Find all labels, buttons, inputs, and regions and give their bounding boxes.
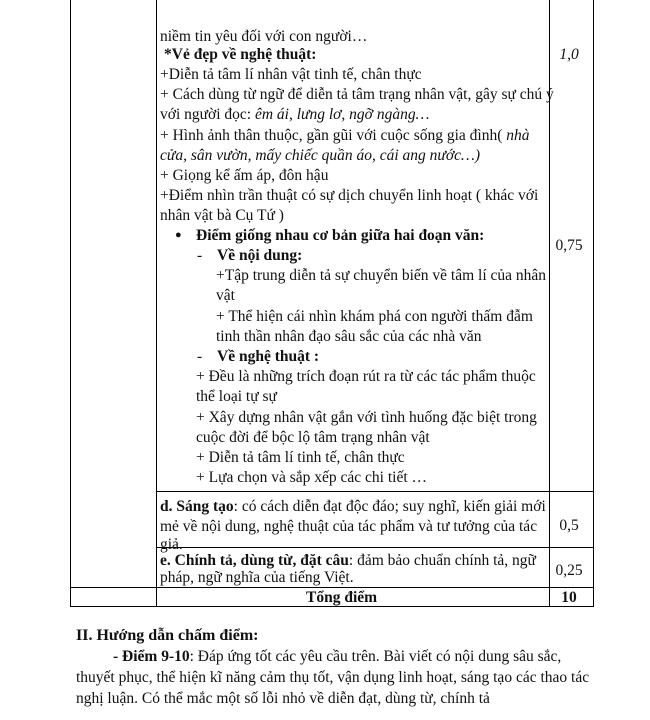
criteria-text-plain: với người đọc: — [160, 106, 255, 123]
score-spelling: 0,25 — [555, 562, 583, 579]
criteria-text: + Lựa chọn và sắp xếp các chi tiết … — [196, 469, 428, 486]
criteria-text: thể loại tự sự — [196, 388, 277, 405]
criteria-text: niềm tin yêu đối với con người… — [160, 28, 368, 45]
criteria-text: +Diễn tả tâm lí nhân vật tinh tế, chân thực — [160, 66, 422, 83]
criteria-text — [160, 105, 429, 125]
content-subheading: Về nội dung: — [217, 247, 303, 264]
criteria-text: + Giọng kể ấm áp, đôn hậu — [160, 167, 329, 184]
guide-heading: II. Hướng dẫn chấm điểm: — [76, 627, 259, 644]
guide-text: : Đáp ứng tốt các yêu cầu trên. Bài viết có nội dung sâu sắc, — [189, 648, 562, 665]
total-label: Tổng điểm — [306, 589, 378, 606]
score-similar: 0,75 — [555, 237, 583, 254]
table-column-divider — [156, 0, 157, 607]
criteria-text: + Xây dựng nhân vật gắn với tình huống đặc biệt trong — [196, 409, 537, 426]
criteria-text: + Đều là những trích đoạn rút ra từ các tác phẩm thuộc — [196, 368, 536, 385]
dash-icon: - — [197, 348, 203, 365]
criteria-text: + Cách dùng từ ngữ để diễn tả tâm trạng nhân vật, gây sự chú ý — [160, 86, 554, 103]
criteria-text-plain: : đảm bảo chuẩn chính tả, ngữ — [348, 552, 536, 569]
criteria-text-italic: êm ái, lưng lơ, ngỡ ngàng… — [254, 106, 430, 123]
criteria-text: pháp, ngữ nghĩa của tiếng Việt. — [160, 569, 354, 586]
criteria-text: mẻ về nội dung, nghệ thuật của tác phẩm và tư tưởng của tác — [160, 518, 538, 535]
dash-icon: - — [197, 247, 203, 264]
art-subheading: Về nghệ thuật : — [217, 348, 320, 365]
criteria-text: tinh thần nhân đạo sâu sắc của các nhà văn — [216, 328, 482, 345]
creativity-label: d. Sáng tạo — [160, 498, 234, 515]
score-total: 10 — [561, 589, 577, 606]
table-row-divider — [156, 547, 593, 548]
guide-paragraph-line: nghị luận. Có thể mắc một số lỗi nhỏ về diễn đạt, dùng từ, chính tả — [76, 690, 490, 707]
guide-paragraph-line: thuyết phục, thể hiện kĩ năng cảm thụ tốt, vận dụng linh hoạt, sáng tạo các thao tác — [76, 669, 590, 686]
creativity-criterion — [160, 497, 546, 517]
criteria-text: giả. — [160, 536, 183, 553]
criteria-text: + Thể hiện cái nhìn khám phá con người thấm đẫm — [216, 308, 533, 325]
criteria-text: +Điểm nhìn trần thuật có sự dịch chuyển linh hoạt ( khác với — [160, 187, 539, 204]
criteria-text-plain: + Hình ảnh thân thuộc, gần gũi với cuộc sống gia đình( — [160, 127, 507, 144]
criteria-text: nhân vật bà Cụ Tứ ) — [160, 207, 284, 224]
similarity-heading: Điểm giống nhau cơ bản giữa hai đoạn văn: — [196, 227, 485, 244]
criteria-text: cửa, sân vườn, mấy chiếc quần áo, cái ang nước…) — [160, 147, 480, 164]
criteria-text: +Tập trung diễn tả sự chuyển biến về tâm lí của nhân — [216, 267, 547, 284]
criteria-text — [160, 126, 530, 146]
score-creativity: 0,5 — [559, 517, 579, 534]
criteria-text: cuộc đời để bộc lộ tâm trạng nhân vật — [196, 429, 430, 446]
criteria-text-plain: : có cách diễn đạt độc đáo; suy nghĩ, kiến giải mới — [233, 498, 546, 515]
table-row-divider — [156, 491, 593, 492]
art-beauty-heading: *Vẻ đẹp về nghệ thuật: — [164, 46, 317, 63]
guide-score-label: - Điểm 9-10 — [113, 648, 190, 665]
criteria-text: vật — [216, 287, 235, 304]
bullet-icon: ● — [175, 229, 182, 241]
guide-paragraph-line — [113, 647, 561, 667]
spelling-label: e. Chính tả, dùng từ, đặt câu — [160, 552, 349, 569]
score-art: 1,0 — [559, 46, 579, 63]
criteria-text: + Diễn tả tâm lí tinh tế, chân thực — [196, 449, 405, 466]
criteria-text-italic: nhà — [506, 127, 530, 144]
